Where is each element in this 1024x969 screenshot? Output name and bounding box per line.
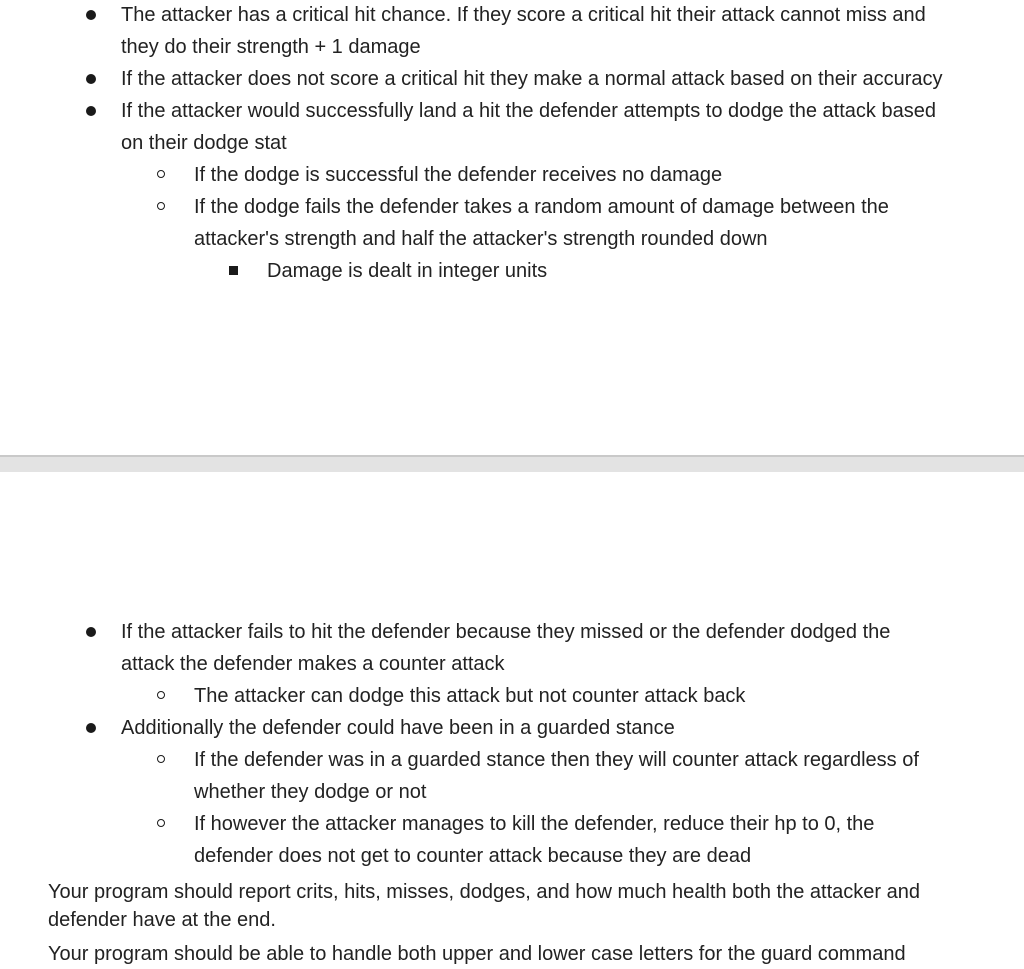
- list-item-text: Additionally the defender could have been in a guarded stance: [121, 717, 675, 739]
- sublist-item-text: If the defender was in a guarded stance then they will counter attack regardless of: [194, 749, 919, 771]
- sublist-item-text: defender does not get to counter attack because they are dead: [194, 845, 752, 867]
- hollow-bullet-icon: [157, 202, 165, 210]
- paragraph-text: defender have at the end.: [48, 909, 276, 931]
- sublist-item-text: If the dodge is successful the defender receives no damage: [194, 164, 723, 186]
- bullet-icon: [86, 723, 96, 733]
- list-item-text: they do their strength + 1 damage: [121, 36, 421, 58]
- list-item-text: If the attacker would successfully land a hit the defender attempts to dodge the attack based: [121, 100, 936, 122]
- sublist-item-text: whether they dodge or not: [194, 781, 427, 803]
- paragraph-text: Your program should report crits, hits, misses, dodges, and how much health both the attacker and: [48, 881, 920, 903]
- list-item-text: attack the defender makes a counter attack: [121, 653, 505, 675]
- sublist-item-text: attacker's strength and half the attacker's strength rounded down: [194, 228, 768, 250]
- hollow-bullet-icon: [157, 170, 165, 178]
- square-bullet-icon: [229, 266, 238, 275]
- hollow-bullet-icon: [157, 755, 165, 763]
- list-item-text: on their dodge stat: [121, 132, 287, 154]
- hollow-bullet-icon: [157, 819, 165, 827]
- bullet-icon: [86, 106, 96, 116]
- sublist-item-text: If however the attacker manages to kill the defender, reduce their hp to 0, the: [194, 813, 875, 835]
- list-item-text: If the attacker does not score a critical hit they make a normal attack based on their accuracy: [121, 68, 943, 90]
- document-page-2: [0, 472, 1024, 969]
- list-item-text: The attacker has a critical hit chance. If they score a critical hit their attack cannot miss and: [121, 4, 926, 26]
- sublist-item-text: The attacker can dodge this attack but not counter attack back: [194, 685, 746, 707]
- paragraph-text: Your program should be able to handle both upper and lower case letters for the guard command: [48, 943, 906, 965]
- document-page-1: [0, 0, 1024, 455]
- bullet-icon: [86, 627, 96, 637]
- bullet-icon: [86, 74, 96, 84]
- list-item-text: If the attacker fails to hit the defender because they missed or the defender dodged the: [121, 621, 891, 643]
- page-break: [0, 455, 1024, 472]
- hollow-bullet-icon: [157, 691, 165, 699]
- bullet-icon: [86, 10, 96, 20]
- sublist-item-text: If the dodge fails the defender takes a random amount of damage between the: [194, 196, 889, 218]
- subsublist-item-text: Damage is dealt in integer units: [267, 260, 548, 282]
